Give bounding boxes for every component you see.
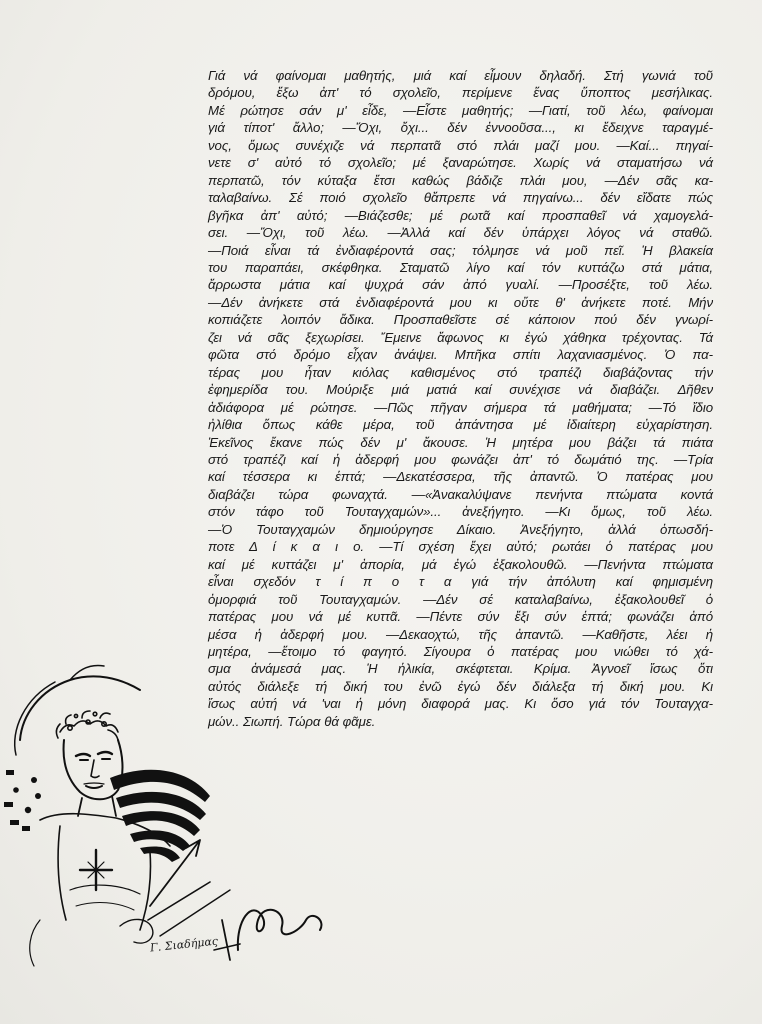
text-line: —Δέν ἀνήκετε στά ἐνδιαφέροντά μου κι οὔτε θ' ἀνήκετε ποτέ. Μήν — [208, 294, 713, 310]
text-line: καί μέ κυττάζει μ' ἀπορία, μά ἐγώ ἐξακολουθῶ. —Πενήντα πτώματα — [208, 556, 713, 572]
text-line: —Ποιά εἶναι τά ἐνδιαφέροντά σας; τόλμησε νά μοῦ πεῖ. Ἡ βλακεία — [208, 242, 713, 258]
text-line: στόν τάφο τοῦ Τουταγχαμών»... ἀνεξήγητο. —Κι ὅμως, τοῦ λέω. — [208, 504, 713, 520]
text-line: αὐτός διάλεξε τή δική του ἐνῶ ἐγώ δέν διάλεξα τή δική μου. Κι — [208, 678, 713, 694]
text-line: Ἐκεῖνος ἔκανε πώς δέν μ' ἄκουσε. Ἡ μητέρα μου βάζει τά πιάτα — [208, 434, 713, 450]
text-line: του παραπάει, σκέφθηκα. Σταματῶ λίγο καί τόν κυττάζω στά μάτια, — [208, 259, 713, 275]
text-line: ἐφημερίδα του. Μούριξε μιά ματιά καί συνέχισε νά διαβάζει. Δῆθεν — [208, 382, 713, 398]
text-line: ὀμορφιά τοῦ Τουταγχαμών. —Δέν σέ καταλαβαίνω, ἐξακολουθεῖ ὁ — [208, 591, 713, 607]
text-line: βγῆκα ἀπ' αὐτό; —Βιάζεσθε; μέ ρωτᾶ καί προσπαθεῖ νά χαμογελά- — [208, 207, 713, 223]
pen-drawing-figure-icon — [0, 620, 340, 980]
text-line: φῶτα στό δρόμο εἶχαν ἀνάψει. Μπῆκα σπίτι λαχανιασμένος. Ὁ πα- — [208, 347, 713, 363]
text-line: γιά τίποτ' ἄλλο; —Ὄχι, ὄχι... δέν ἐννοοῦσα..., κι ἔδειχνε ταραγμέ- — [208, 120, 713, 136]
text-line: ποτε Δ ί κ α ι ο. —Τί σχέση ἔχει αὐτό; ρωτάει ὁ πατέρας μου — [208, 539, 713, 555]
text-line: ταλαβαίνω. Σέ ποιό σχολεῖο θἄπρεπε νά πηγαίνω... δέν εἴδατε πώς — [208, 190, 713, 206]
artist-signature: Γ. Σιαδήμας — [149, 934, 219, 955]
text-line: καί τέσσερα κι ἑπτά; —Δεκατέσσερα, τῆς ἀπαντῶ. Ὁ πατέρας μου — [208, 469, 713, 485]
text-line: ἄρρωστα μάτια καί ψυχρά σάν ἀπό γυαλί. —Προσέξτε, τοῦ λέω. — [208, 277, 713, 293]
text-line: τέρας μου ἦταν κιόλας καθισμένος στό τραπέζι διαβάζοντας τήν — [208, 364, 713, 380]
text-line: Μέ ρώτησε σάν μ' εἶδε, —Εἶστε μαθητής; —Γιατί, τοῦ λέω, φαίνομαι — [208, 102, 713, 118]
text-line: δρόμου, ἔξω ἀπ' τό σχολεῖο, περίμενε ἕνας ὕποπτος μεσήλικας. — [208, 85, 713, 101]
text-line: εἶναι σχεδόν τ ί π ο τ α γιά τήν ἀπόλυτη καί φημισμένη — [208, 574, 713, 590]
text-line: περπατῶ, τόν κύταξα ἔτσι καθώς βάδιζε πλάι μου, —Δέν σᾶς κα- — [208, 172, 713, 188]
text-line: ἴσως αὐτή νά 'ναι ἡ μόνη διαφορά μας. Κι ὅσο γιά τόν Τουταγχα- — [208, 696, 713, 712]
text-line: ζει νά σᾶς ξεχωρίσει. Ἔμεινε ἄφωνος κι ἐγώ χάθηκα τρέχοντας. Τά — [208, 329, 713, 345]
text-line: κοπιάζετε λοιπόν ἄδικα. Προσπαθεῖστε σέ κάποιον πού δέν γνωρί- — [208, 312, 713, 328]
text-line: Γιά νά φαίνομαι μαθητής, μιά καί εἶμουν δηλαδή. Στή γωνιά τοῦ — [208, 68, 713, 83]
text-line: μητέρα, —ἕτοιμο τό φαγητό. Σίγουρα ὁ πατέρας μου νιώθει τό χά- — [208, 643, 713, 659]
text-line: στό τραπέζι καί ἡ ἀδερφή μου φωνάζει ἀπ' τό δωμάτιό της. —Τρία — [208, 451, 713, 467]
text-line: ἀδιάφορα μέ ρώτησε. —Πῶς πῆγαν σήμερα τά μαθήματα; —Τό ἴδιο — [208, 399, 713, 415]
text-line: σμα ἀνάμεσά μας. Ἡ ἡλικία, σκέφτεται. Κρίμα. Ἀγνοεῖ ἴσως ὅτι — [208, 661, 713, 677]
text-line: ἠλίθια ὅπως κάθε μέρα, τοῦ ἀπάντησα μέ ἰδιαίτερη εὐχαρίστηση. — [208, 417, 713, 433]
text-line: μέσα ἡ ἀδερφή μου. —Δεκαοχτώ, τῆς ἀπαντῶ. —Καθῆστε, λέει ἡ — [208, 626, 713, 642]
text-line: πατέρας μου νά μέ κυττᾶ. —Πέντε σύν ἔξι σύν ἑπτά; φωνάζει ἀπό — [208, 609, 713, 625]
text-line: νετε σ' αὐτό τό σχολεῖο; μέ ξαναρώτησε. Χωρίς νά σταματήσω νά — [208, 155, 713, 171]
text-line: μών.. Σιωπή. Τώρα θά φᾶμε. — [208, 713, 376, 729]
text-line: νος, ὅμως συνέχιζε νά περπατᾶ στό πλάι μαζί μου. —Καί... πηγαί- — [208, 137, 713, 153]
text-line: σει. —Ὄχι, τοῦ λέω. —Ἀλλά καί δέν ὑπάρχει λόγος νά σταθῶ. — [208, 225, 713, 241]
text-line: —Ὁ Τουταγχαμών δημιούργησε Δίκαιο. Ἀνεξήγητο, ἀλλά ὁπωσδή- — [208, 521, 713, 537]
text-line: διαβάζει τώρα φωναχτά. —«Ἀνακαλύψανε πενήντα πτώματα κοντά — [208, 486, 713, 502]
